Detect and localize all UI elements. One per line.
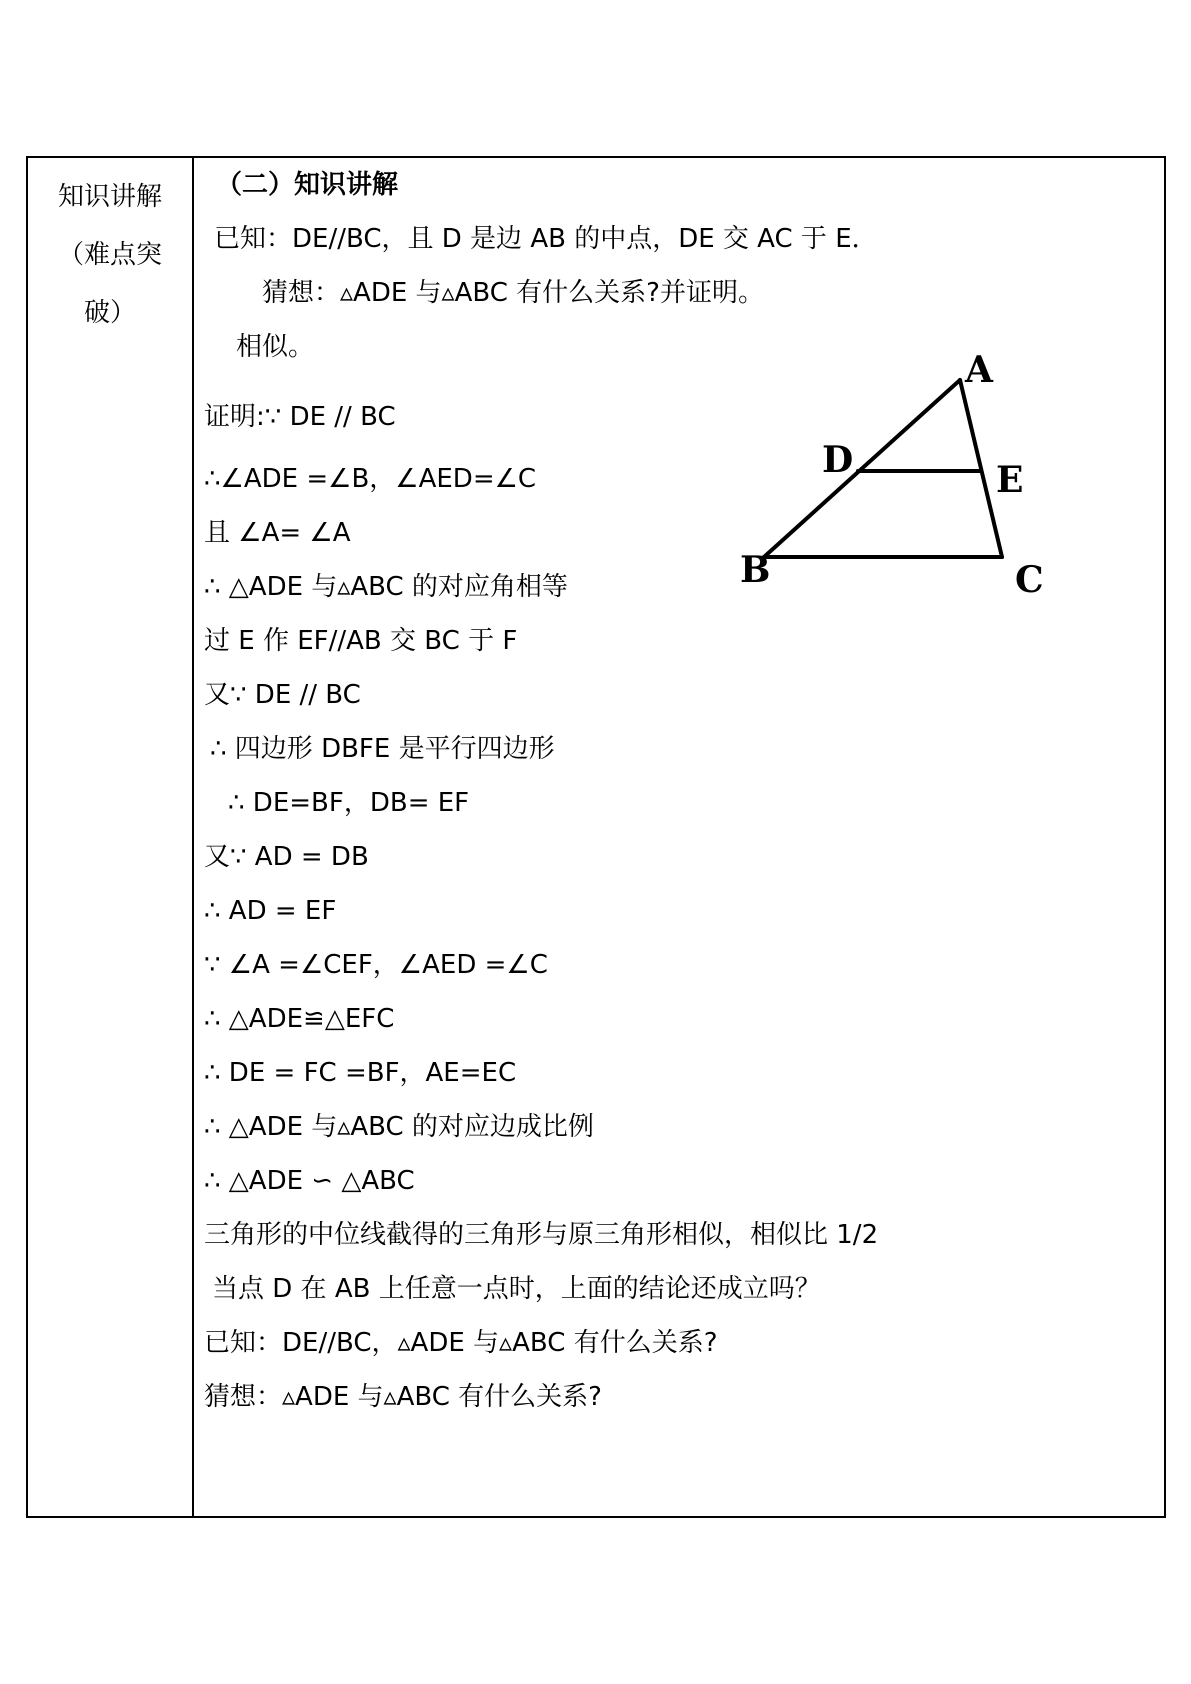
proof-line-1: 证明:∵ DE // BC — [204, 402, 396, 432]
proof-line-12: ∴ △ADE≌△EFC — [204, 1004, 395, 1034]
conjecture-question-2: 猜想：▵ADE 与▵ABC 有什么关系? — [204, 1382, 602, 1412]
proof-line-5: 过 E 作 EF//AB 交 BC 于 F — [204, 626, 518, 656]
section-label-cell — [28, 158, 192, 342]
proof-line-13: ∴ DE = FC =BF，AE=EC — [204, 1058, 517, 1088]
proof-line-4: ∴ △ADE 与▵ABC 的对应角相等 — [204, 572, 568, 602]
vertex-label-c: C — [1015, 559, 1044, 601]
midline-theorem: 三角形的中位线截得的三角形与原三角形相似，相似比 1/2 — [204, 1220, 879, 1250]
proof-conclusion: ∴ △ADE ∽ △ABC — [204, 1166, 415, 1196]
conjecture-answer: 相似。 — [236, 332, 315, 362]
point-label-d: D — [822, 439, 854, 481]
proof-line-10: ∴ AD = EF — [204, 896, 337, 926]
proof-line-9: 又∵ AD = DB — [204, 842, 369, 872]
section-label-line-1: 知识讲解 — [57, 182, 162, 212]
proof-line-2: ∴∠ADE =∠B，∠AED=∠C — [204, 464, 537, 494]
proof-line-14: ∴ △ADE 与▵ABC 的对应边成比例 — [204, 1112, 594, 1142]
given-statement-2: 已知：DE//BC，▵ADE 与▵ABC 有什么关系? — [204, 1328, 718, 1358]
section-label-line-2: （难点突 — [57, 240, 162, 270]
proof-line-11: ∵ ∠A =∠CEF，∠AED =∠C — [204, 950, 548, 980]
proof-line-3: 且 ∠A= ∠A — [204, 518, 351, 548]
vertex-label-b: B — [740, 549, 771, 591]
section-label-line-3: 破） — [83, 298, 136, 328]
triangle-figure — [740, 190, 1120, 614]
proof-line-7: ∴ 四边形 DBFE 是平行四边形 — [210, 734, 555, 764]
vertex-label-a: A — [965, 349, 993, 391]
given-statement: 已知：DE//BC，且 D 是边 AB 的中点，DE 交 AC 于 E． — [214, 224, 878, 254]
section-heading: （二）知识讲解 — [216, 170, 399, 200]
point-label-e: E — [996, 459, 1024, 501]
proof-line-6: 又∵ DE // BC — [204, 680, 361, 710]
proof-line-8: ∴ DE=BF，DB= EF — [228, 788, 470, 818]
triangle-diagram — [740, 190, 1120, 610]
side-ab — [764, 380, 960, 557]
extension-question: 当点 D 在 AB 上任意一点时，上面的结论还成立吗？ — [212, 1274, 821, 1304]
conjecture-question: 猜想：▵ADE 与▵ABC 有什么关系?并证明。 — [262, 278, 764, 308]
